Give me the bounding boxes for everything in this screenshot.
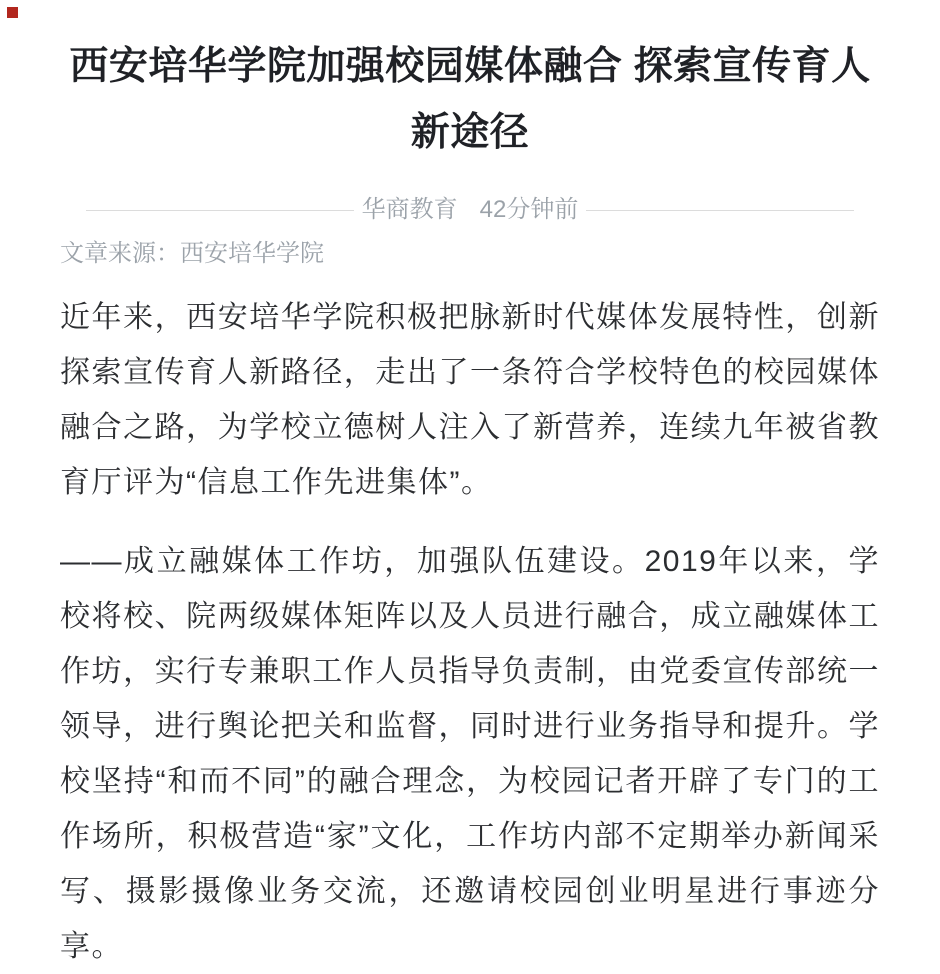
byline-row xyxy=(86,193,854,227)
publish-time: 42分钟前 xyxy=(479,196,579,223)
byline-left-divider xyxy=(86,210,354,211)
byline-text xyxy=(354,193,587,227)
article-source-line xyxy=(60,239,880,269)
source-label: 文章来源： xyxy=(60,240,180,267)
article-body xyxy=(60,290,880,974)
red-corner-marker xyxy=(7,7,18,18)
byline-right-divider xyxy=(586,210,854,211)
article-paragraph: 近年来，西安培华学院积极把脉新时代媒体发展特性，创新探索宣传育人新路径，走出了一条符合学校特色的校园媒体融合之路，为学校立德树人注入了新营养，连续九年被省教育厅评为“信息工作先进集体”。 xyxy=(60,301,880,499)
article-paragraph: ——成立融媒体工作坊，加强队伍建设。2019年以来，学校将校、院两级媒体矩阵以及人员进行融合，成立融媒体工作坊，实行专兼职工作人员指导负责制，由党委宣传部统一领导，进行舆论把关和监督，同时进行业务指导和提升。学校坚持“和而不同”的融合理念，为校园记者开辟了专门的工作场所，积极营造“家”文化，工作坊内部不定期举办新闻采写、摄影摄像业务交流，还邀请校园创业明星进行事迹分享。 xyxy=(60,545,880,963)
byline-source-name: 华商教育 xyxy=(361,196,458,223)
article-title: 西安培华学院加强校园媒体融合 探索宣传育人新途径 xyxy=(69,45,871,154)
source-value: 西安培华学院 xyxy=(180,240,324,267)
